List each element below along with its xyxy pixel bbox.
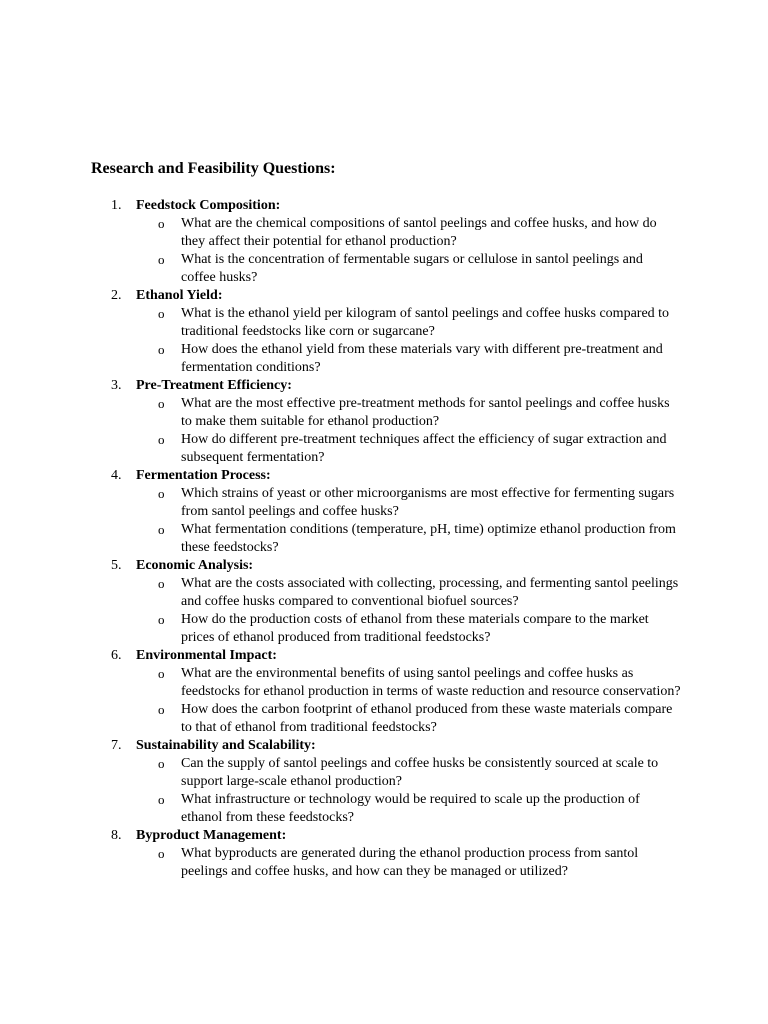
question-text: How do different pre-treatment techniques affect the efficiency of sugar extraction and subsequent fermentation? xyxy=(181,432,667,465)
sub-question xyxy=(0,395,681,431)
circle-bullet-icon: o xyxy=(158,702,165,717)
circle-bullet-icon: o xyxy=(158,306,165,321)
question-text: How do the production costs of ethanol from these materials compare to the market prices of ethanol produced from traditional feedstocks? xyxy=(181,612,649,645)
question-text: What are the most effective pre-treatment methods for santol peelings and coffee husks to make them suitable for ethanol production? xyxy=(181,396,670,429)
sub-question xyxy=(0,611,681,647)
circle-bullet-icon: o xyxy=(158,792,165,807)
sub-question xyxy=(0,341,681,377)
sub-question-list xyxy=(0,305,768,377)
question-list xyxy=(0,197,768,881)
sub-question xyxy=(0,701,681,737)
sub-question xyxy=(0,755,681,791)
item-title: Sustainability and Scalability: xyxy=(136,738,316,753)
question-text: Which strains of yeast or other microorganisms are most effective for fermenting sugars from santol peelings and coffee husks? xyxy=(181,486,675,519)
question-text: What byproducts are generated during the ethanol production process from santol peelings and coffee husks, and how can they be managed or utilized? xyxy=(181,846,639,879)
question-text: How does the ethanol yield from these materials vary with different pre-treatment and fermentation conditions? xyxy=(181,342,663,375)
item-title: Byproduct Management: xyxy=(136,828,287,843)
list-item xyxy=(0,827,768,881)
list-item xyxy=(0,737,768,827)
circle-bullet-icon: o xyxy=(158,432,165,447)
list-item xyxy=(0,467,768,557)
item-title: Economic Analysis: xyxy=(136,558,254,573)
item-title: Environmental Impact: xyxy=(136,648,277,663)
item-title: Ethanol Yield: xyxy=(136,288,223,303)
circle-bullet-icon: o xyxy=(158,576,165,591)
sub-question xyxy=(0,431,681,467)
list-item xyxy=(0,647,768,737)
sub-question-list xyxy=(0,215,768,287)
sub-question xyxy=(0,485,681,521)
item-number: 1. xyxy=(111,198,122,213)
sub-question xyxy=(0,521,681,557)
circle-bullet-icon: o xyxy=(158,486,165,501)
item-title: Pre-Treatment Efficiency: xyxy=(136,378,292,393)
question-text: What is the concentration of fermentable sugars or cellulose in santol peelings and coffee husks? xyxy=(181,252,643,285)
sub-question xyxy=(0,305,681,341)
sub-question-list xyxy=(0,665,768,737)
sub-question-list xyxy=(0,575,768,647)
sub-question-list xyxy=(0,845,768,881)
list-item xyxy=(0,287,768,377)
question-text: Can the supply of santol peelings and coffee husks be consistently sourced at scale to support large-scale ethanol production? xyxy=(181,756,659,789)
question-text: What are the chemical compositions of santol peelings and coffee husks, and how do they affect their potential for ethanol production? xyxy=(181,216,657,249)
circle-bullet-icon: o xyxy=(158,396,165,411)
item-title: Fermentation Process: xyxy=(136,468,271,483)
sub-question-list xyxy=(0,755,768,827)
list-item xyxy=(0,557,768,647)
sub-question xyxy=(0,215,681,251)
sub-question xyxy=(0,845,681,881)
circle-bullet-icon: o xyxy=(158,846,165,861)
circle-bullet-icon: o xyxy=(158,342,165,357)
circle-bullet-icon: o xyxy=(158,756,165,771)
question-text: What infrastructure or technology would be required to scale up the production of ethanol from these feedstocks? xyxy=(181,792,640,825)
sub-question xyxy=(0,791,681,827)
sub-question xyxy=(0,251,681,287)
item-number: 7. xyxy=(111,738,122,753)
sub-question-list xyxy=(0,395,768,467)
item-number: 3. xyxy=(111,378,122,393)
question-text: What are the environmental benefits of using santol peelings and coffee husks as feedstocks for ethanol production in terms of waste reduction and resource conservation? xyxy=(181,666,681,699)
page-title: Research and Feasibility Questions: xyxy=(91,160,336,177)
circle-bullet-icon: o xyxy=(158,252,165,267)
item-number: 8. xyxy=(111,828,122,843)
question-text: What fermentation conditions (temperature, pH, time) optimize ethanol production from these feedstocks? xyxy=(181,522,676,555)
list-item xyxy=(0,197,768,287)
item-number: 4. xyxy=(111,468,122,483)
item-title: Feedstock Composition: xyxy=(136,198,281,213)
sub-question-list xyxy=(0,485,768,557)
item-number: 2. xyxy=(111,288,122,303)
list-item xyxy=(0,377,768,467)
circle-bullet-icon: o xyxy=(158,522,165,537)
circle-bullet-icon: o xyxy=(158,666,165,681)
sub-question xyxy=(0,665,681,701)
item-number: 5. xyxy=(111,558,122,573)
question-text: What is the ethanol yield per kilogram of santol peelings and coffee husks compared to traditional feedstocks like corn or sugarcane? xyxy=(181,306,670,339)
sub-question xyxy=(0,575,681,611)
circle-bullet-icon: o xyxy=(158,612,165,627)
item-number: 6. xyxy=(111,648,122,663)
question-text: What are the costs associated with collecting, processing, and fermenting santol peelings and coffee husks compared to conventional biofuel sources? xyxy=(181,576,679,609)
circle-bullet-icon: o xyxy=(158,216,165,231)
question-text: How does the carbon footprint of ethanol produced from these waste materials compare to that of ethanol from traditional feedstocks? xyxy=(181,702,673,735)
